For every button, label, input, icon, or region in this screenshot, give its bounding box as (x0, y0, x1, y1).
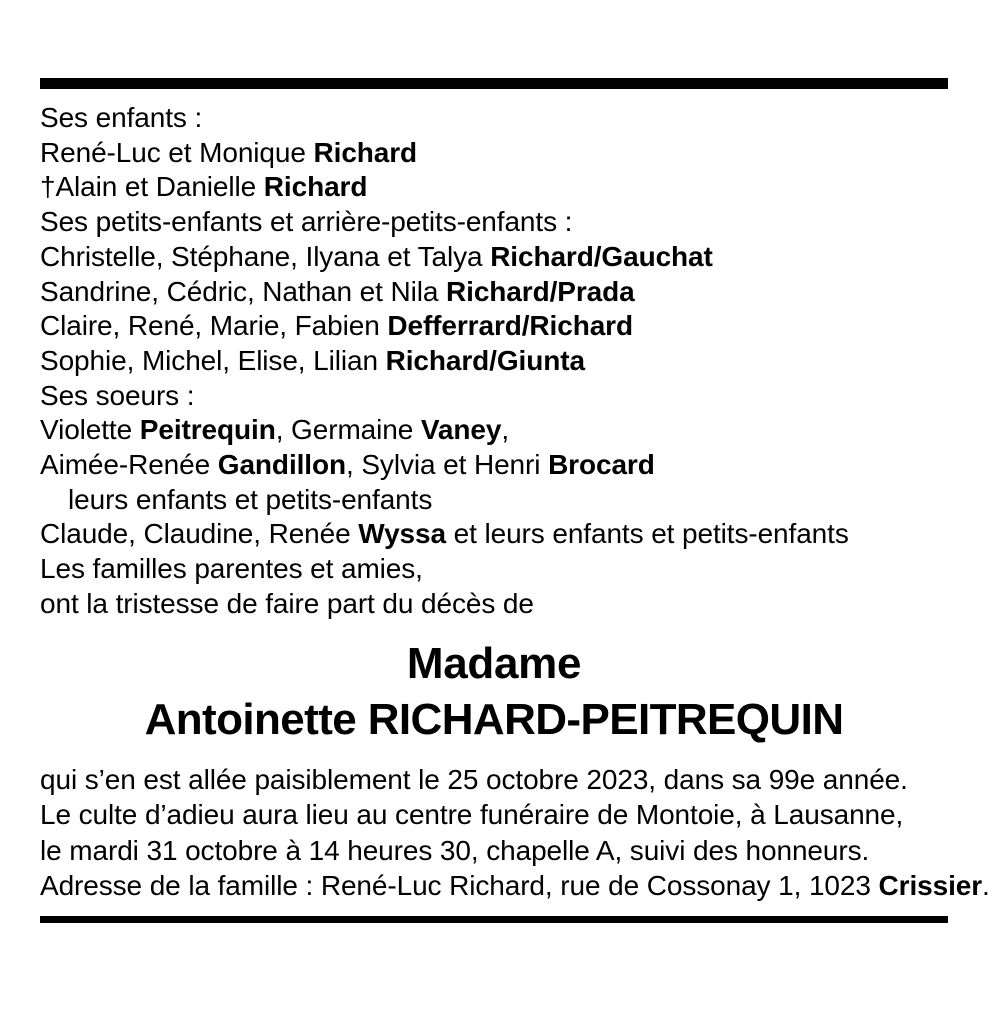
notice-line-announcement (40, 587, 948, 622)
text-segment: , Sylvia et Henri (346, 449, 549, 481)
notice-line-grandchildren-1 (40, 240, 948, 275)
notice-line-grandchildren-heading (40, 205, 948, 240)
text-segment: Sophie, Michel, Elise, Lilian (40, 344, 386, 376)
text-segment: le mardi 31 octobre à 14 heures 30, chapelle A, suivi des honneurs. (40, 834, 870, 866)
family-name: Richard/Giunta (385, 344, 585, 376)
family-name: Richard/Gauchat (490, 240, 713, 272)
text-segment: ont la tristesse de faire part du décès de (40, 587, 534, 619)
text-segment: et leurs enfants et petits-enfants (445, 518, 849, 550)
text-segment: . (982, 870, 990, 902)
text-segment: Ses petits-enfants et arrière-petits-enfants : (40, 206, 573, 238)
text-segment: †Alain et Danielle (40, 171, 264, 203)
text-segment: Aimée-Renée (40, 449, 218, 481)
family-name: Richard/Prada (446, 275, 635, 307)
family-name: Richard (263, 171, 368, 203)
text-segment: Adresse de la famille : René-Luc Richard, rue de Cossonay 1, 1023 (40, 870, 879, 902)
deceased-title: Madame (406, 638, 582, 688)
notice-line-grandchildren-2 (40, 275, 948, 310)
family-name: Richard (313, 136, 418, 168)
text-segment: Ses soeurs : (40, 379, 195, 411)
notice-line-grandchildren-3 (40, 309, 948, 344)
notice-line-families (40, 552, 948, 587)
survivors-lines (40, 101, 948, 622)
notice-line-closing-1 (40, 762, 948, 798)
notice-line-sisters-3 (40, 483, 948, 518)
family-name: Vaney (420, 414, 502, 446)
notice-line-closing-4 (40, 868, 990, 904)
family-name: Brocard (548, 449, 655, 481)
deceased-block (40, 636, 948, 748)
text-segment: qui s’en est allée paisiblement le 25 octobre 2023, dans sa 99e année. (40, 763, 908, 795)
notice-line-sisters-2 (40, 448, 948, 483)
notice-line-children-2 (40, 170, 948, 205)
bottom-rule (40, 916, 948, 923)
text-segment: Christelle, Stéphane, Ilyana et Talya (40, 240, 491, 272)
deceased-name: Antoinette RICHARD-PEITREQUIN (144, 694, 844, 744)
text-segment: Claire, René, Marie, Fabien (40, 310, 388, 342)
text-segment: Claude, Claudine, Renée (40, 518, 359, 550)
notice-line-closing-3 (40, 833, 948, 869)
notice-line-children-1 (40, 136, 948, 171)
closing-block (40, 756, 990, 904)
family-name: Gandillon (217, 449, 346, 481)
family-name: Wyssa (358, 518, 446, 550)
text-segment: , Germaine (275, 414, 421, 446)
text-segment: , (501, 414, 510, 446)
notice-line-sisters-1 (40, 413, 948, 448)
text-segment: René-Luc et Monique (40, 136, 314, 168)
closing-lines (40, 762, 990, 904)
notice-line-children-heading (40, 101, 948, 136)
family-name: Peitrequin (139, 414, 276, 446)
notice-line-closing-2 (40, 797, 948, 833)
top-rule (40, 78, 948, 89)
notice-line-others-1 (40, 517, 948, 552)
text-segment: leurs enfants et petits-enfants (68, 483, 433, 515)
family-name: Crissier (878, 870, 983, 902)
text-segment: Ses enfants : (40, 102, 203, 133)
text-segment: Violette (40, 414, 140, 446)
notice-line-sisters-heading (40, 379, 948, 414)
notice-line-grandchildren-4 (40, 344, 948, 379)
death-notice (40, 78, 990, 923)
text-segment: Sandrine, Cédric, Nathan et Nila (40, 275, 447, 307)
text-segment: Le culte d’adieu aura lieu au centre funéraire de Montoie, à Lausanne, (40, 799, 904, 831)
family-name: Defferrard/Richard (387, 310, 633, 342)
survivors-block (40, 89, 948, 622)
text-segment: Les familles parentes et amies, (40, 553, 423, 585)
